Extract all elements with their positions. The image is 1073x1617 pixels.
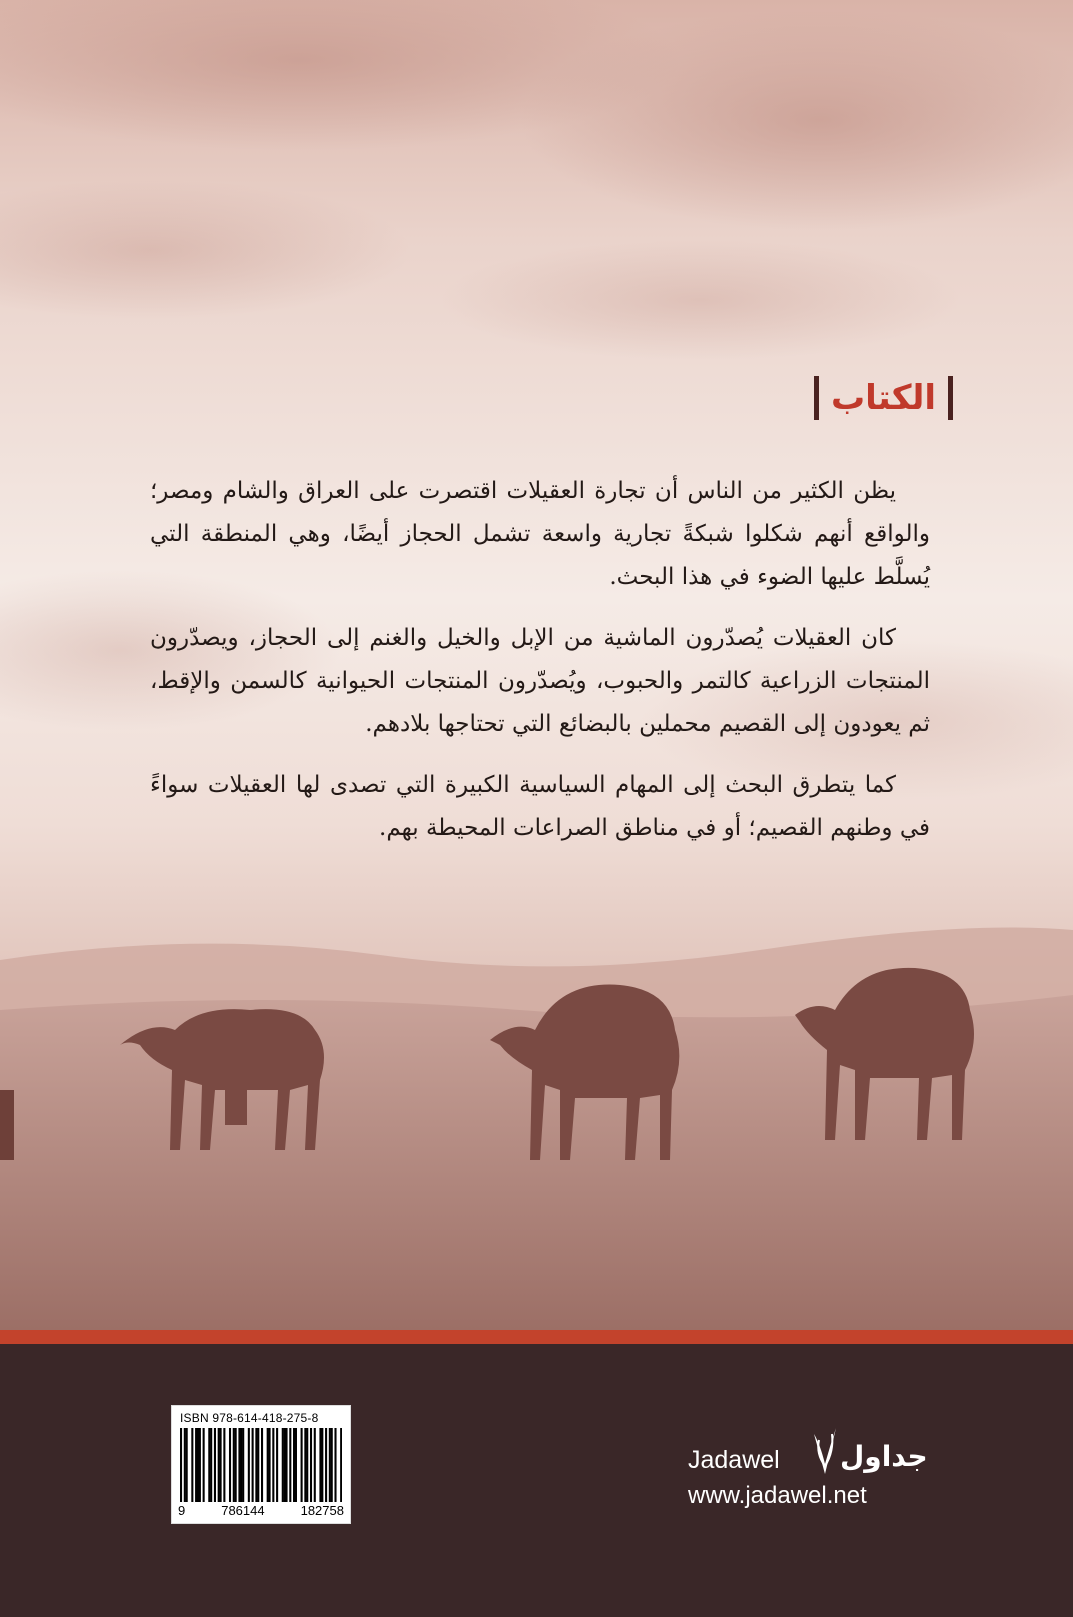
description-paragraph: كان العقيلات يُصدّرون الماشية من الإبل والخيل والغنم إلى الحجاز، ويصدّرون المنتجات الزراعية كالتمر والحبوب، ويُصدّرون المنتجات الحيوانية كالسمن والإقط، ثم يعودون إلى القصيم محملين بالبضائع التي تحتاجها بلادهم. (150, 625, 930, 737)
description-paragraph: يظن الكثير من الناس أن تجارة العقيلات اقتصرت على العراق والشام ومصر؛ والواقع أنهم شكلوا شبكةً تجارية واسعة تشمل الحجاز أيضًا، وهي المنطقة التي يُسلَّط عليها الضوء في هذا البحث. (150, 478, 930, 590)
book-description (150, 470, 930, 868)
section-heading-text: الكتاب (830, 378, 936, 418)
publisher-url: www.jadawel.net (688, 1482, 867, 1509)
publisher-name-ar: جداول (840, 1440, 928, 1473)
accent-stripe (0, 1330, 1073, 1344)
publisher-name-en: Jadawel (688, 1446, 780, 1474)
barcode-digit-group: 9 (178, 1503, 186, 1518)
heading-bar-right (948, 376, 953, 420)
barcode-digit-group: 182758 (300, 1503, 344, 1518)
barcode-digit-group: 786144 (221, 1503, 265, 1518)
section-heading (814, 376, 953, 420)
isbn-barcode (171, 1405, 351, 1524)
description-paragraph: كما يتطرق البحث إلى المهام السياسية الكبيرة التي تصدى لها العقيلات سواءً في وطنهم القصيم؛ أو في مناطق الصراعات المحيطة بهم. (150, 772, 930, 841)
publisher-block (688, 1420, 938, 1520)
barcode-digits (178, 1503, 344, 1518)
leaf-v-logo-icon (810, 1424, 840, 1476)
heading-bar-left (814, 376, 819, 420)
isbn-label: ISBN 978-614-418-275-8 (180, 1411, 319, 1425)
barcode-bars-icon (180, 1428, 342, 1502)
